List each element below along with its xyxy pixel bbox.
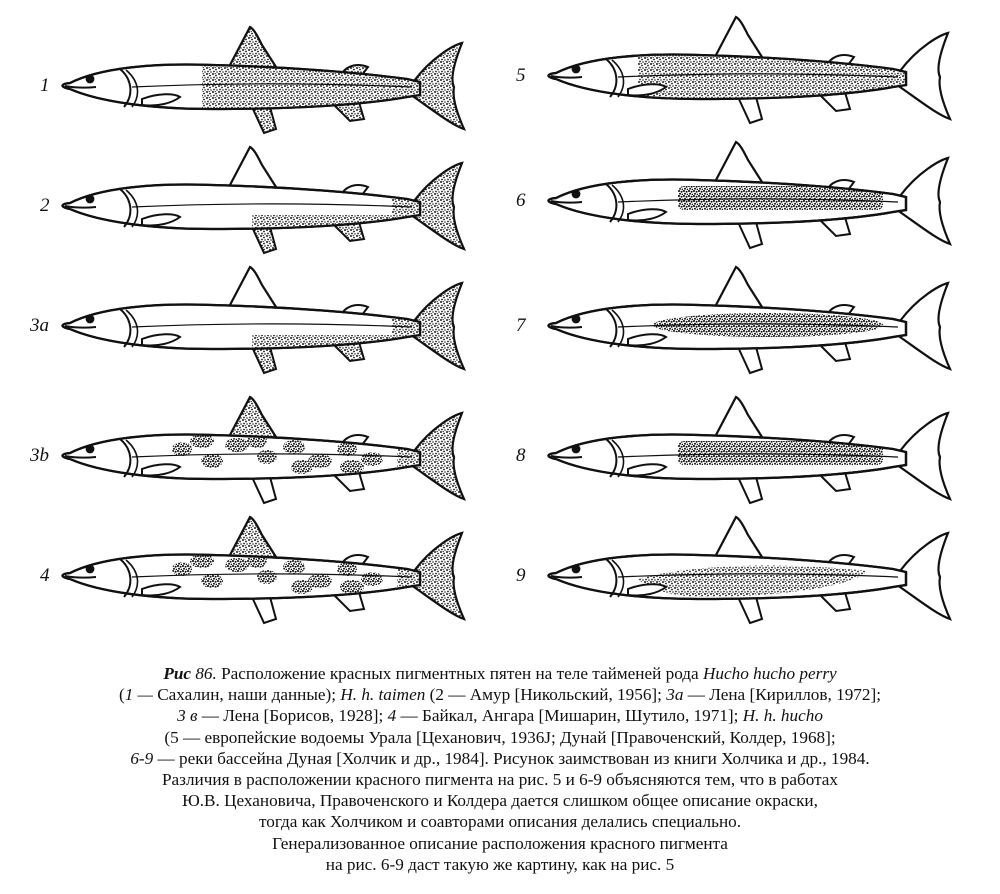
caption-line-1 — [10, 663, 990, 684]
caption-ref-3v: 3 в — [177, 706, 198, 726]
caption-figure-label: Рис — [163, 664, 192, 683]
fish-panel-3b — [63, 397, 465, 503]
panel-label-2: 2 — [40, 195, 50, 216]
caption-line-4: (5 — европейские водоемы Урала [Цеханович, 1936J; Дунай [Правоченский, Колдер, 1968]; — [164, 727, 836, 747]
fish-panel-5 — [549, 17, 951, 123]
caption-line-6: Различия в расположении красного пигмента на рис. 5 и 6-9 объясняются тем, что в работах — [161, 770, 839, 790]
caption-title-text: Расположение красных пигментных пятен на теле тайменей рода — [216, 664, 703, 683]
caption-line-8: тогда как Холчиком и соавторами описания делались специально. — [258, 812, 742, 832]
panel-label-5: 5 — [516, 65, 526, 86]
panel-label-3a: 3a — [30, 315, 49, 336]
panel-label-1: 1 — [40, 75, 50, 96]
fish-panel-9 — [549, 517, 951, 623]
fish-panel-4 — [63, 517, 465, 623]
panel-label-4: 4 — [40, 565, 50, 586]
fish-panel-1 — [63, 27, 465, 133]
caption-subspecies-taimen: H. h. taimen — [340, 685, 426, 705]
caption-ref-1: 1 — — [124, 685, 153, 705]
fish-panel-7 — [549, 267, 951, 373]
caption-text-2f: — Лена [Кириллов, 1972]; — [683, 685, 881, 705]
caption-line-7: Ю.В. Цехановича, Правоченского и Колдера дается слишком общее описание окраски, — [182, 791, 818, 811]
fish-panel-6 — [549, 142, 951, 248]
fish-panel-2 — [63, 147, 465, 253]
caption-text-5b: — реки бассейна Дуная [Холчик и др., 1984]. Рисунок заимствован из книги Холчика и др., 1984. — [153, 748, 870, 768]
caption-ref-6-9: 6-9 — [130, 748, 154, 768]
caption-line-9: Генерализованное описание расположения красного пигмента — [272, 833, 728, 853]
panel-label-3b: 3b — [30, 445, 49, 466]
figure-caption — [10, 663, 990, 875]
panel-label-8: 8 — [516, 445, 526, 466]
caption-subspecies-hucho: H. h. hucho — [742, 706, 823, 726]
panel-label-7: 7 — [516, 315, 526, 336]
caption-ref-4: 4 — [387, 706, 397, 726]
caption-line-10: на рис. 6-9 даст такую же картину, как на рис. 5 — [325, 854, 675, 874]
fish-panel-8 — [549, 397, 951, 503]
caption-text-2d: (2 — Амур [Никольский, 1956]; — [425, 685, 667, 705]
panel-label-6: 6 — [516, 190, 526, 211]
caption-line-2: (1 — Сахалин, наши данные); H. h. taimen (2 — Амур [Никольский, 1956]; 3а — Лена [Кириллов, 1972]; — [119, 685, 881, 705]
caption-figure-number: 86. — [195, 664, 217, 683]
fish-panel-3a — [63, 267, 465, 373]
caption-line-3 — [10, 705, 990, 726]
caption-ref-3a: 3а — [666, 685, 684, 705]
caption-text-3b: — Лена [Борисов, 1928]; — [197, 706, 388, 726]
caption-species: Hucho hucho perry — [702, 664, 837, 683]
panel-label-9: 9 — [516, 565, 526, 586]
caption-line-5 — [10, 748, 990, 769]
caption-text-3d: — Байкал, Ангара [Мишарин, Шутило, 1971]; — [396, 706, 743, 726]
caption-text-2b: Сахалин, наши данные); — [152, 685, 341, 705]
